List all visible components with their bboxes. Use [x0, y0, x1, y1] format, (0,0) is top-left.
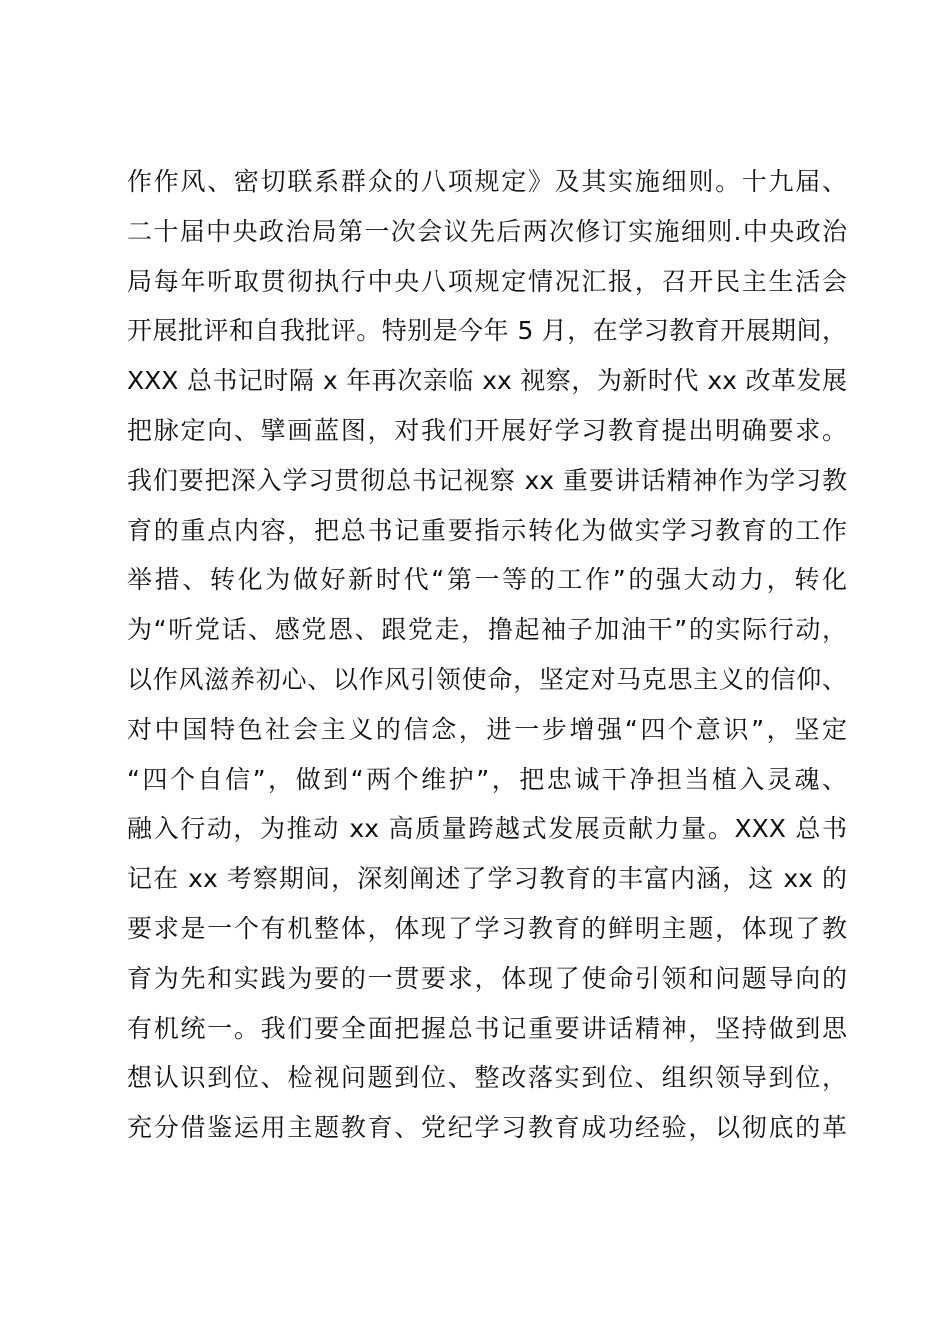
text-line-5: XXX 总书记时隔 x 年再次亲临 xx 视察，为新时代 xx 改革发展 [127, 366, 847, 396]
text-line-1: 作作风、密切联系群众的八项规定》及其实施细则。十九届、 [127, 167, 847, 196]
text-line-10: 为“听党话、感党恩、跟党走，撸起袖子加油干”的实际行动， [127, 615, 847, 645]
body-paragraph [127, 157, 847, 1153]
text-line-18: 有机统一。我们要全面把握总书记重要讲话精神，坚持做到思 [127, 1013, 847, 1043]
text-line-14: 融入行动，为推动 xx 高质量跨越式发展贡献力量。XXX 总书 [127, 814, 847, 844]
text-line-16: 要求是一个有机整体，体现了学习教育的鲜明主题，体现了教 [127, 913, 847, 943]
text-line-6: 把脉定向、擘画蓝图，对我们开展好学习教育提出明确要求。 [127, 415, 847, 445]
text-line-17: 育为先和实践为要的一贯要求，体现了使命引领和问题导向的 [127, 963, 847, 993]
text-line-7: 我们要把深入学习贯彻总书记视察 xx 重要讲话精神作为学习教 [127, 465, 847, 495]
text-line-11: 以作风滋养初心、以作风引领使命，坚定对马克思主义的信仰、 [127, 664, 847, 694]
text-line-8: 育的重点内容，把总书记重要指示转化为做实学习教育的工作 [127, 515, 847, 545]
text-line-19: 想认识到位、检视问题到位、整改落实到位、组织领导到位， [127, 1063, 847, 1093]
text-line-12: 对中国特色社会主义的信念，进一步增强“四个意识”，坚定 [127, 714, 847, 744]
text-line-15: 记在 xx 考察期间，深刻阐述了学习教育的丰富内涵，这 xx 的 [127, 864, 847, 894]
text-line-9: 举措、转化为做好新时代“第一等的工作”的强大动力，转化 [127, 565, 847, 595]
text-line-20: 充分借鉴运用主题教育、党纪学习教育成功经验，以彻底的革 [127, 1113, 847, 1143]
text-line-13: “四个自信”，做到“两个维护”，把忠诚干净担当植入灵魂、 [127, 764, 847, 794]
text-line-2: 二十届中央政治局第一次会议先后两次修订实施细则.中央政治 [127, 216, 847, 246]
text-line-3: 局每年听取贯彻执行中央八项规定情况汇报，召开民主生活会 [127, 266, 847, 296]
text-line-4: 开展批评和自我批评。特别是今年 5 月，在学习教育开展期间， [127, 316, 847, 346]
